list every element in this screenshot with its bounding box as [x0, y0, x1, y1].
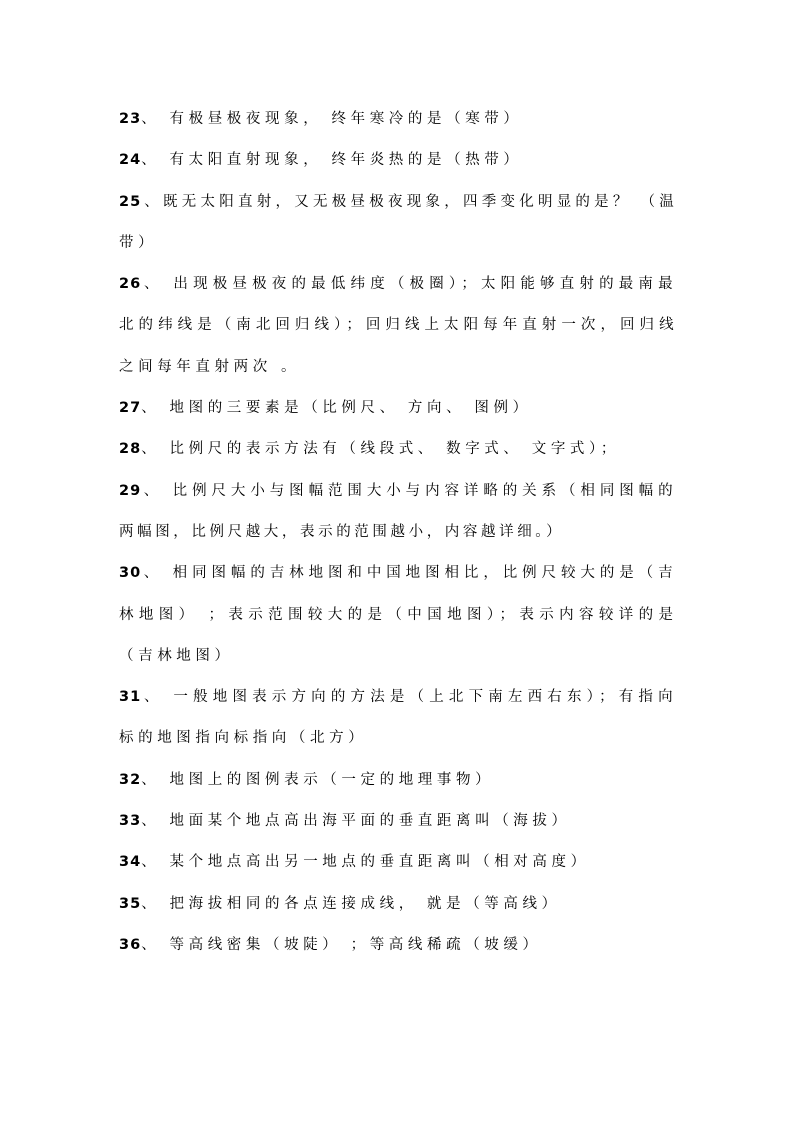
text-line-36: [119, 932, 675, 973]
text-line-25: [119, 189, 675, 230]
text-line-29-cont: [119, 519, 675, 560]
item-number: 30: [119, 565, 142, 582]
text-line-33: [119, 808, 675, 849]
document-body: [119, 106, 675, 973]
line-text: 之间每年直射两次 。: [119, 358, 301, 375]
line-text: 、 等高线密集（坡陡） ；等高线稀疏（坡缓）: [141, 936, 542, 953]
line-text: 、 有太阳直射现象， 终年炎热的是（热带）: [141, 152, 523, 169]
text-line-31-cont: [119, 725, 675, 766]
item-number: 33: [119, 813, 142, 830]
line-text: （吉林地图）: [119, 647, 234, 664]
line-text: 、 相同图幅的吉林地图和中国地图相比，比例尺较大的是（吉: [141, 565, 675, 582]
line-text: 、既无太阳直射，又无极昼极夜现象，四季变化明显的是？ （温: [141, 193, 675, 210]
line-text: 两幅图，比例尺越大，表示的范围越小，内容越详细。）: [119, 523, 565, 540]
line-text: 林地图） ；表示范围较大的是（中国地图）；表示内容较详的是: [119, 606, 675, 623]
text-line-34: [119, 849, 675, 890]
line-text: 、 出现极昼极夜的最低纬度（极圈）；太阳能够直射的最南最: [141, 276, 675, 293]
item-number: 32: [119, 771, 142, 788]
item-number: 26: [119, 276, 142, 293]
line-text: 、 地面某个地点高出海平面的垂直距离叫（海拔）: [141, 813, 571, 830]
item-number: 34: [119, 854, 142, 871]
text-line-23: [119, 106, 675, 147]
item-number: 29: [119, 482, 142, 499]
line-text: 、 一般地图表示方向的方法是（上北下南左西右东）；有指向: [141, 689, 675, 706]
item-number: 31: [119, 689, 142, 706]
line-text: 、 比例尺的表示方法有（线段式、 数字式、 文字式）；: [141, 441, 620, 458]
line-text: 、 把海拔相同的各点连接成线， 就是（等高线）: [141, 895, 561, 912]
item-number: 24: [119, 152, 142, 169]
line-text: 带）: [119, 234, 158, 251]
line-text: 、 某个地点高出另一地点的垂直距离叫（相对高度）: [141, 854, 590, 871]
text-line-24: [119, 147, 675, 188]
item-number: 36: [119, 936, 142, 953]
text-line-28: [119, 436, 675, 477]
item-number: 35: [119, 895, 142, 912]
text-line-25-cont: [119, 230, 675, 271]
line-text: 、 地图的三要素是（比例尺、 方向、 图例）: [141, 400, 532, 417]
text-line-32: [119, 767, 675, 808]
item-number: 28: [119, 441, 142, 458]
text-line-26-cont-1: [119, 312, 675, 353]
item-number: 27: [119, 400, 142, 417]
item-number: 25: [119, 193, 142, 210]
text-line-26: [119, 271, 675, 312]
line-text: 北的纬线是（南北回归线）；回归线上太阳每年直射一次，回归线: [119, 317, 675, 334]
text-line-30-cont-1: [119, 602, 675, 643]
line-text: 、 比例尺大小与图幅范围大小与内容详略的关系（相同图幅的: [141, 482, 675, 499]
text-line-35: [119, 891, 675, 932]
text-line-26-cont-2: [119, 354, 675, 395]
line-text: 、 有极昼极夜现象， 终年寒冷的是（寒带）: [141, 111, 523, 127]
text-line-30: [119, 560, 675, 601]
line-text: 、 地图上的图例表示（一定的地理事物）: [141, 771, 495, 788]
text-line-29: [119, 478, 675, 519]
text-line-27: [119, 395, 675, 436]
text-line-30-cont-2: [119, 643, 675, 684]
item-number: 23: [119, 111, 142, 127]
line-text: 标的地图指向标指向（北方）: [119, 730, 368, 747]
text-line-31: [119, 684, 675, 725]
